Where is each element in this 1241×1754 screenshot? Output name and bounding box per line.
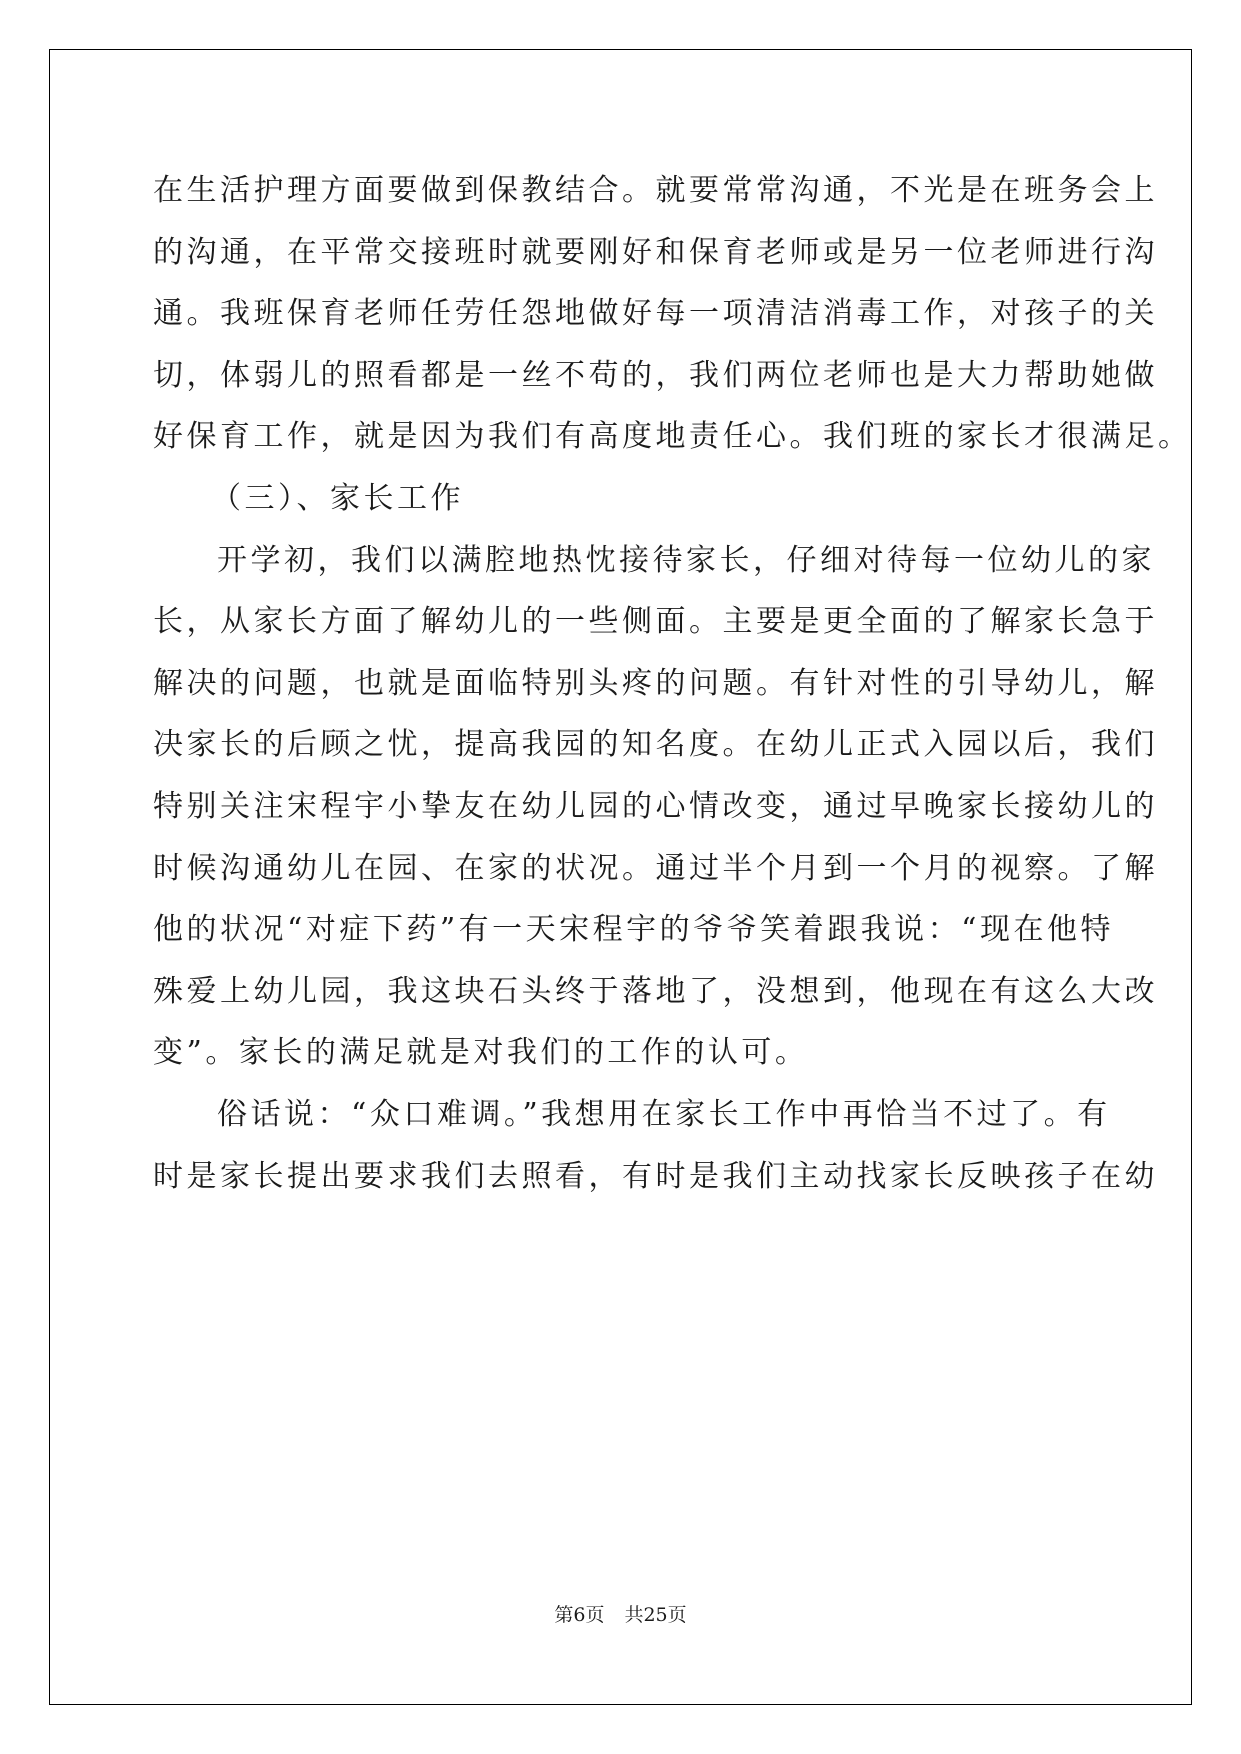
text-line: 开学初，我们以满腔地热忱接待家长，仔细对待每一位幼儿的家 xyxy=(217,542,1155,578)
text-line: 切，体弱儿的照看都是一丝不苟的，我们两位老师也是大力帮助她做 xyxy=(153,357,1158,393)
text-line: 殊爱上幼儿园，我这块石头终于落地了，没想到，他现在有这么大改 xyxy=(153,973,1158,1009)
text-line: 他的状况“对症下药”有一天宋程宇的爷爷笑着跟我说：“现在他特 xyxy=(153,912,1115,948)
text-line: 俗话说：“众口难调。”我想用在家长工作中再恰当不过了。有 xyxy=(217,1096,1111,1132)
text-line: 通。我班保育老师任劳任怨地做好每一项清洁消毒工作，对孩子的关 xyxy=(153,296,1158,332)
section-heading: （三）、家长工作 xyxy=(211,480,464,516)
text-line: 在生活护理方面要做到保教结合。就要常常沟通，不光是在班务会上 xyxy=(153,173,1158,208)
text-line: 特别关注宋程宇小挚友在幼儿园的心情改变，通过早晚家长接幼儿的 xyxy=(153,788,1158,824)
text-line: 的沟通，在平常交接班时就要刚好和保育老师或是另一位老师进行沟 xyxy=(153,234,1158,270)
text-line: 决家长的后顾之忧，提高我园的知名度。在幼儿正式入园以后，我们 xyxy=(153,727,1158,763)
text-line: 好保育工作，就是因为我们有高度地责任心。我们班的家长才很满足。 xyxy=(153,419,1192,455)
page-footer xyxy=(0,1600,1241,1627)
page-number: 第6页 xyxy=(554,1604,605,1626)
document-body xyxy=(153,160,1192,1207)
page-total: 共25页 xyxy=(624,1604,687,1626)
text-line: 变”。家长的满足就是对我们的工作的认可。 xyxy=(153,1035,809,1071)
text-line: 解决的问题，也就是面临特别头疼的问题。有针对性的引导幼儿，解 xyxy=(153,665,1158,701)
text-line: 时是家长提出要求我们去照看，有时是我们主动找家长反映孩子在幼 xyxy=(153,1158,1158,1194)
text-line: 时候沟通幼儿在园、在家的状况。通过半个月到一个月的视察。了解 xyxy=(153,850,1158,886)
text-line: 长，从家长方面了解幼儿的一些侧面。主要是更全面的了解家长急于 xyxy=(153,604,1158,640)
